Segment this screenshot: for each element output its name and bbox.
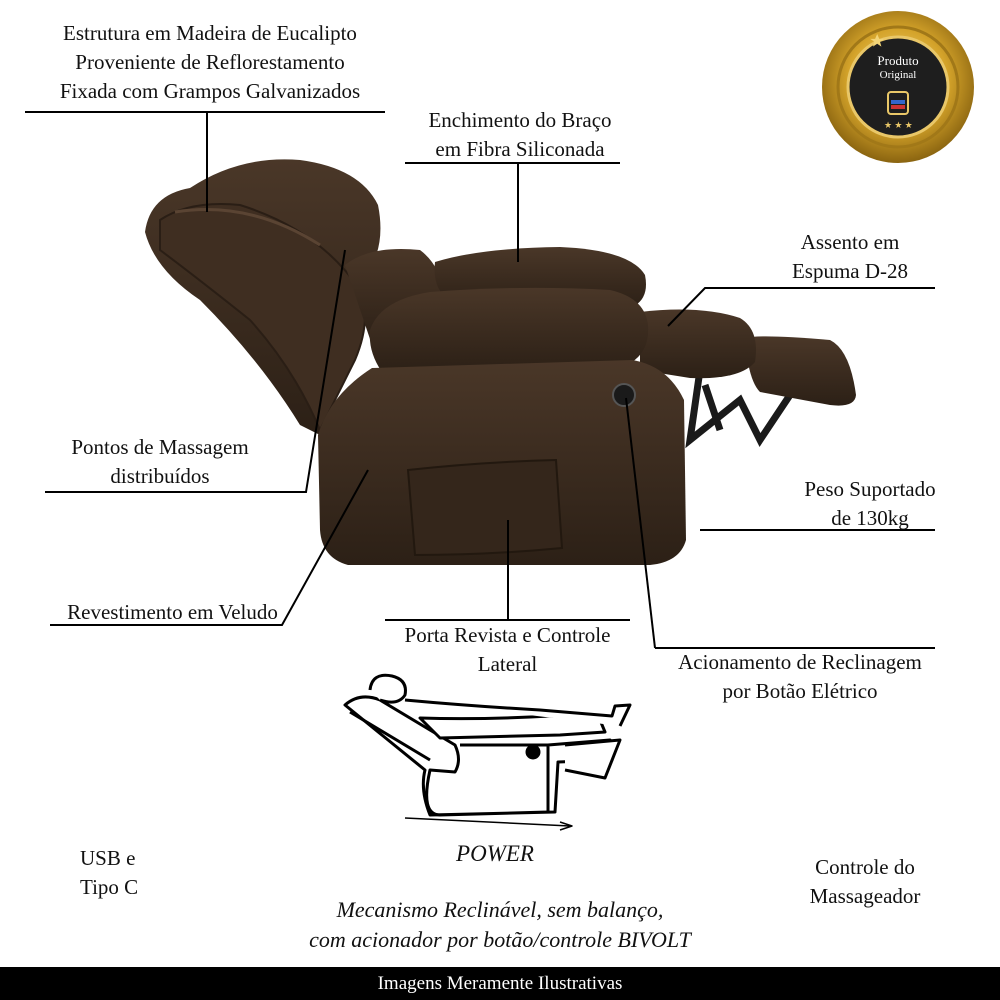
label-line: distribuídos — [110, 464, 210, 488]
label-line: Controle do — [815, 855, 915, 879]
label-line: por Botão Elétrico — [722, 679, 878, 703]
recline-mechanism-diagram — [345, 675, 630, 830]
label-porta — [380, 621, 635, 679]
label-peso — [770, 475, 970, 533]
original-product-seal — [822, 11, 974, 163]
label-line: Porta Revista e Controle — [404, 623, 611, 647]
magazine-pocket — [408, 460, 562, 555]
usb-label — [80, 844, 170, 902]
label-line: Proveniente de Reflorestamento — [75, 50, 345, 74]
label-line: Acionamento de Reclinagem — [678, 650, 922, 674]
footer-disclaimer: Imagens Meramente Ilustrativas — [0, 967, 1000, 1000]
seat-extension — [640, 310, 756, 379]
label-line: Peso Suportado — [804, 477, 936, 501]
label-line: Estrutura em Madeira de Eucalipto — [63, 21, 357, 45]
massage-control-label — [795, 853, 935, 911]
seal-line: Produto — [877, 53, 919, 68]
label-line: Massageador — [809, 884, 921, 908]
power-label: POWER — [456, 841, 534, 866]
label-line: USB e — [80, 846, 136, 870]
label-enchimento — [400, 106, 640, 164]
label-line: de 130kg — [831, 506, 909, 530]
label-massagem — [40, 433, 280, 491]
label-acionamento — [650, 648, 950, 706]
seal-text — [860, 54, 936, 82]
svg-text:★ ★ ★: ★ ★ ★ — [884, 120, 913, 130]
mechanism-description — [240, 895, 760, 955]
label-assento — [770, 228, 930, 286]
seal-line: Original — [879, 69, 917, 81]
label-revestimento — [55, 598, 290, 627]
label-line: em Fibra Siliconada — [435, 137, 605, 161]
recline-button-graphic — [613, 384, 635, 406]
label-line: Fixada com Grampos Galvanizados — [59, 79, 361, 103]
label-line: Tipo C — [80, 875, 139, 899]
label-line: Espuma D-28 — [791, 259, 909, 283]
label-line: Mecanismo Reclinável, sem balanço, — [336, 897, 664, 922]
label-estrutura — [25, 19, 395, 106]
near-arm — [370, 288, 648, 372]
label-line: com acionador por botão/controle BIVOLT — [309, 927, 691, 952]
label-line: Revestimento em Veludo — [67, 600, 278, 624]
footrest — [745, 336, 856, 405]
label-line: Assento em — [800, 230, 900, 254]
label-line: Lateral — [477, 652, 538, 676]
label-line: Pontos de Massagem — [71, 435, 249, 459]
label-line: Enchimento do Braço — [428, 108, 612, 132]
